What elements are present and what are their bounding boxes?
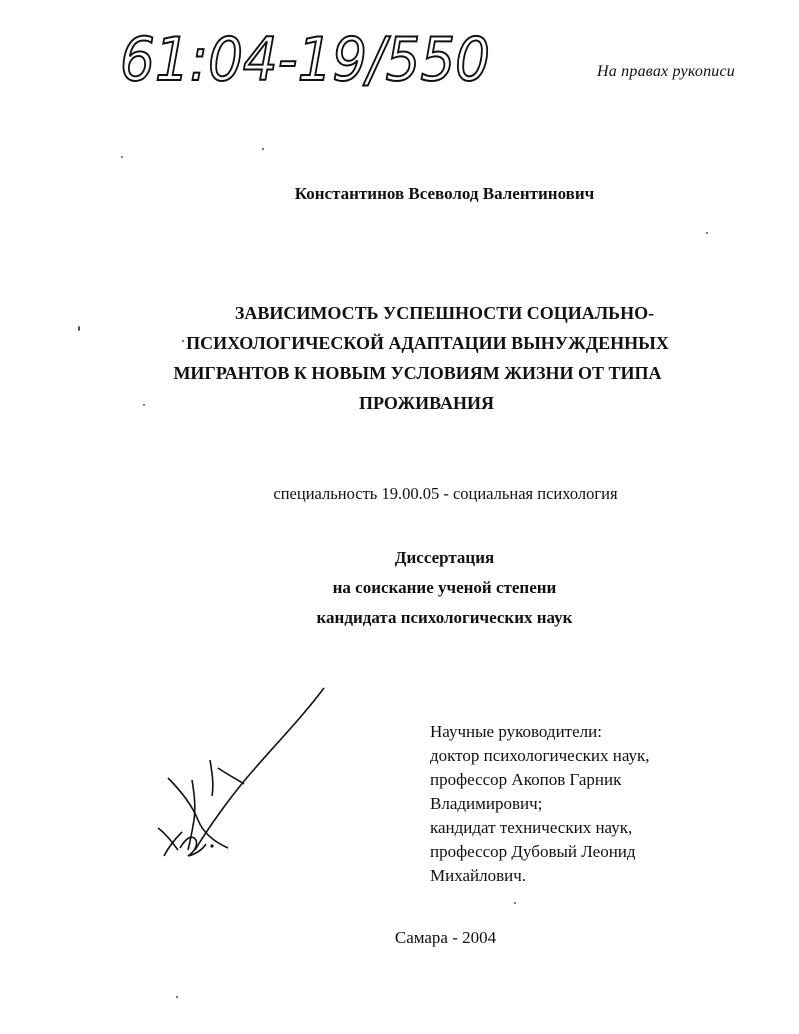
scan-speck xyxy=(182,340,184,342)
scan-speck xyxy=(78,326,80,331)
supervisor-line: Владимирович; xyxy=(430,794,543,813)
author-name: Константинов Всеволод Валентинович xyxy=(294,184,595,203)
scan-speck xyxy=(262,148,264,150)
supervisors-block xyxy=(430,720,650,888)
dissertation-heading: Диссертация xyxy=(394,548,495,567)
degree-line: на соискание ученой степени xyxy=(332,578,557,597)
title-line: ПРОЖИВАНИЯ xyxy=(358,393,495,413)
title-line: МИГРАНТОВ К НОВЫМ УСЛОВИЯМ ЖИЗНИ ОТ ТИПА xyxy=(173,363,662,383)
supervisor-line: Михайлович. xyxy=(430,866,527,885)
scan-speck xyxy=(176,996,178,998)
title-line: ПСИХОЛОГИЧЕСКОЙ АДАПТАЦИИ ВЫНУЖДЕННЫХ xyxy=(186,333,669,353)
supervisor-line: профессор Акопов Гарник xyxy=(430,770,622,789)
signature-strokes xyxy=(140,680,340,890)
handwritten-archive-code xyxy=(118,18,498,108)
archive-code-text: 61:04-19/550 xyxy=(120,25,490,95)
dissertation-title xyxy=(0,298,799,418)
signature-drawing xyxy=(140,680,340,890)
supervisor-line: доктор психологических наук, xyxy=(430,746,650,765)
scan-speck xyxy=(143,404,145,406)
dissertation-block xyxy=(45,543,799,633)
supervisor-line: кандидат технических наук, xyxy=(430,818,633,837)
title-line: ЗАВИСИМОСТЬ УСПЕШНОСТИ СОЦИАЛЬНО- xyxy=(234,303,655,323)
scan-speck xyxy=(706,232,708,234)
archive-code-drawing xyxy=(118,18,498,108)
specialty-line: специальность 19.00.05 - социальная психология xyxy=(273,484,618,503)
scan-speck xyxy=(121,156,123,158)
scan-speck xyxy=(514,902,516,904)
supervisors-heading: Научные руководители: xyxy=(430,722,602,741)
city-year: Самара - 2004 xyxy=(394,928,497,947)
rights-note: На правах рукописи xyxy=(597,63,735,80)
degree-field-line: кандидата психологических наук xyxy=(316,608,573,627)
supervisor-line: профессор Дубовый Леонид xyxy=(430,842,636,861)
